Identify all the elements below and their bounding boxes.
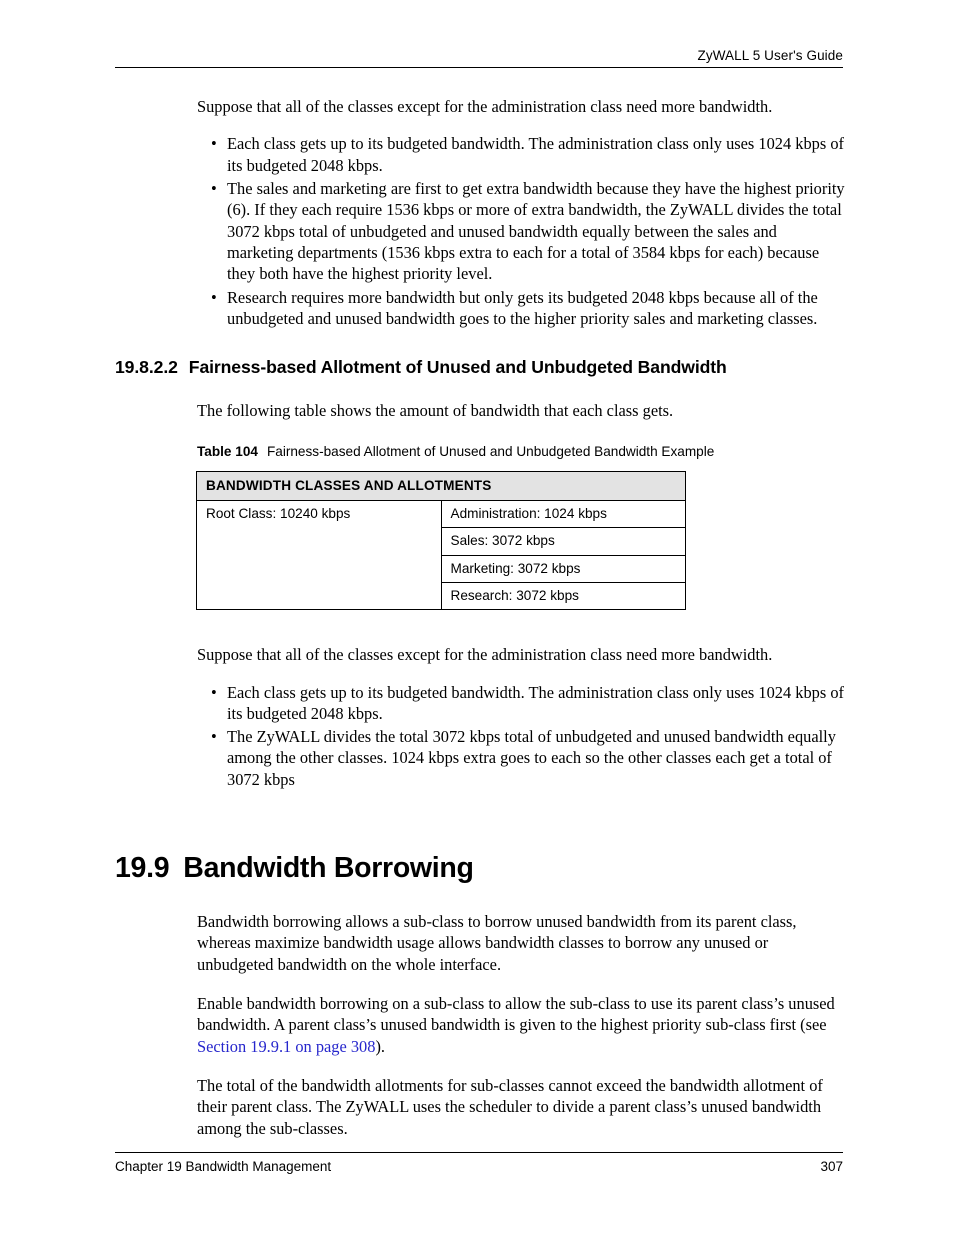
page-footer (115, 1152, 843, 1174)
borrowing-paragraph-2-tail: ). (375, 1036, 386, 1056)
bullet-list-fairness-based (211, 682, 845, 791)
list-item (211, 133, 845, 176)
table-header-cell: BANDWIDTH CLASSES AND ALLOTMENTS (197, 471, 686, 500)
header-rule (115, 67, 843, 68)
list-item (211, 287, 845, 330)
table-header-row (197, 471, 686, 500)
list-item-text: Research requires more bandwidth but only gets its budgeted 2048 kbps because all of the unbudgeted and unused bandwidth goes to the higher priority sales and marketing classes. (227, 287, 818, 328)
bullet-dot-icon: • (211, 178, 217, 198)
list-item (211, 682, 845, 725)
intro-paragraph-2: Suppose that all of the classes except for the administration class need more bandwidth. (197, 645, 773, 665)
bullet-dot-icon: • (211, 682, 217, 702)
footer-row (115, 1153, 843, 1174)
cross-reference-link-section-19-9-1[interactable]: Section 19.9.1 on page 308 (197, 1036, 376, 1056)
intro-paragraph-1: Suppose that all of the classes except for the administration class need more bandwidth. (197, 97, 773, 116)
list-item (211, 178, 845, 285)
guide-title: ZyWALL 5 User's Guide (697, 48, 843, 63)
borrowing-paragraph-3: The total of the bandwidth allotments for sub-classes cannot exceed the bandwidth allotment of their parent class. The ZyWALL uses the scheduler to divide a parent class’s unused bandwidth among the sub-classes. (197, 1076, 823, 1138)
list-item-text: Each class gets up to its budgeted bandwidth. The administration class only uses 1024 kbps of its budgeted 2048 kbps. (227, 682, 844, 723)
table-caption-label: Table 104 (197, 443, 258, 459)
bullet-dot-icon: • (211, 287, 217, 307)
allotment-cell-administration: Administration: 1024 kbps (441, 500, 686, 527)
root-class-cell: Root Class: 10240 kbps (197, 500, 442, 609)
list-item-text: The sales and marketing are first to get extra bandwidth because they have the highest priority (6). If they each require 1536 kbps or more of extra bandwidth, the ZyWALL divides the total 3072 kbps total of unbudgeted and unused bandwidth equally between the sales and marketing departments (1536 kbps extra to each for a total of 3584 kbps for each) because they both have the highest priority level. (227, 178, 845, 284)
chapter-section-title: Bandwidth Borrowing (183, 852, 474, 885)
list-item-text: Each class gets up to its budgeted bandwidth. The administration class only uses 1024 kbps of its budgeted 2048 kbps. (227, 134, 844, 175)
section-title: Fairness-based Allotment of Unused and Unbudgeted Bandwidth (188, 357, 727, 378)
list-item-text: The ZyWALL divides the total 3072 kbps total of unbudgeted and unused bandwidth equally among the other classes. 1024 kbps extra goes to each so the other classes each get a total of 3072 kbps (227, 727, 836, 789)
list-item (211, 726, 845, 790)
chapter-section-number: 19.9 (115, 852, 170, 885)
table-row (197, 500, 686, 527)
allotment-cell-sales: Sales: 3072 kbps (441, 528, 686, 555)
page-header (115, 48, 843, 68)
table-intro-paragraph: The following table shows the amount of bandwidth that each class gets. (197, 401, 674, 421)
bullet-list-priority-based (211, 133, 845, 329)
section-heading-19-9 (115, 852, 843, 885)
table-caption-title: Fairness-based Allotment of Unused and Unbudgeted Bandwidth Example (266, 443, 715, 459)
section-heading-19-8-2-2 (115, 357, 843, 378)
borrowing-paragraph-2-lead: Enable bandwidth borrowing on a sub-class to allow the sub-class to use its parent class’s unused bandwidth. A parent class’s unused bandwidth is given to the highest priority sub-class first (see (197, 994, 835, 1035)
bullet-dot-icon: • (211, 134, 217, 154)
borrowing-paragraph-2 (197, 993, 843, 1057)
footer-chapter-label: Chapter 19 Bandwidth Management (115, 1159, 332, 1174)
table-caption (197, 444, 843, 459)
section-number: 19.8.2.2 (115, 357, 178, 378)
allotment-cell-research: Research: 3072 kbps (441, 582, 686, 609)
footer-page-number: 307 (820, 1159, 843, 1174)
borrowing-paragraph-1: Bandwidth borrowing allows a sub-class to borrow unused bandwidth from its parent class, whereas maximize bandwidth usage allows bandwidth classes to borrow any unused or unbudgeted bandwidth on the whole interface. (197, 912, 797, 974)
bandwidth-allotment-table (196, 471, 686, 611)
allotment-cell-marketing: Marketing: 3072 kbps (441, 555, 686, 582)
page-content (115, 96, 843, 1139)
bullet-dot-icon: • (211, 727, 217, 747)
